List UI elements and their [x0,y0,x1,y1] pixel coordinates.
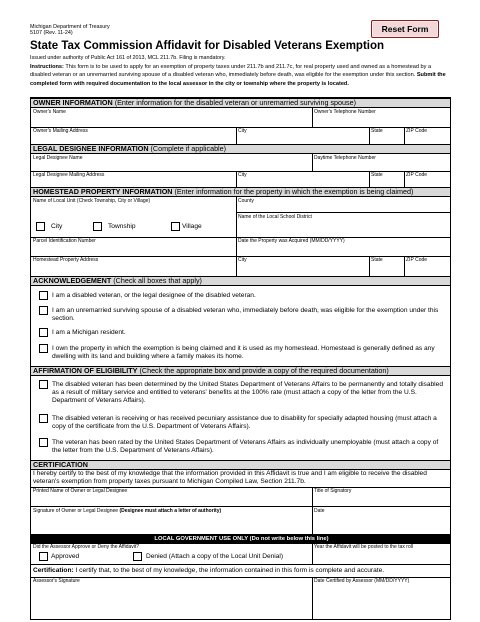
village-checkbox[interactable] [171,222,180,231]
township-option-label: Township [108,223,136,230]
ack-statement-1: I am a disabled veteran, or the legal designee of the disabled veteran. [52,292,256,299]
affidavit-form [30,97,451,620]
divider [31,564,450,565]
local-use-header: LOCAL GOVERNMENT USE ONLY (Do not write below this line) [31,534,450,544]
ack-statement-2: I am an unremarried surviving spouse of a disabled veteran who, immediately before death, was eligible for the exemption under this section. [52,307,439,323]
signature-note: (Designee must attach a letter of authority) [119,508,222,514]
agency-name: Michigan Department of Treasury [30,24,110,30]
instructions [30,63,452,88]
instructions-lead: Instructions: [30,64,64,70]
agency-block [30,24,110,36]
date-acquired-field[interactable]: Date the Property was Acquired (MM/DD/YYYY) [238,238,345,244]
divider [236,212,450,213]
approve-deny-label: Did the Assessor Approve or Deny the Affidavit? [33,544,140,550]
ack-subheading: (Check all boxes that apply) [111,276,202,285]
divider [312,108,313,128]
divider [236,127,237,145]
eligibility-heading: AFFIRMATION OF ELIGIBILITY [33,366,138,375]
certification-section-header [31,460,450,470]
eligibility-statement-2: The disabled veteran is receiving or has received pecuniary assistance due to disability for specially adapted housing (must attach a copy of the certificate from the U.S. Department of Veterans Affairs). [52,415,437,431]
county-field[interactable]: County [238,198,254,204]
assessor-cert-text: I certify that, to the best of my knowledge, the information contained in this form is complete and accurate. [73,567,385,574]
certification-heading: CERTIFICATION [33,460,88,469]
divider [236,171,237,188]
ack-statement-3: I am a Michigan resident. [52,329,126,336]
owner-name-field[interactable]: Owner's Name [33,109,66,115]
designee-state-field[interactable]: State [371,172,383,178]
ack-section-header [31,276,450,286]
homestead-section-header [31,187,450,197]
denied-label: Denied (Attach a copy of the Local Unit Denial) [146,553,284,560]
school-district-field[interactable]: Name of the Local School District [238,214,312,220]
parcel-id-field[interactable]: Parcel Identification Number [33,238,96,244]
authority-line: Issued under authority of Public Act 161 of 2013, MCL 211.7b. Filing is mandatory. [30,55,226,61]
eligibility-checkbox-2[interactable] [39,414,48,423]
divider [404,127,405,145]
homestead-zip-field[interactable]: ZIP Code [406,257,428,263]
eligibility-subheading: (Check the appropriate box and provide a copy of the required documentation) [137,366,389,375]
divider [369,171,370,188]
eligibility-section-header [31,366,450,376]
eligibility-statement-1: The disabled veteran has been determined by the United States Department of Veterans Affairs to be permanently and totally disabled as a result of military service and entitled to veterans' benefits at the 100% rate (must attach a copy of the letter from the U.S. Department of Veterans Affairs). [52,381,443,405]
ack-checkbox-4[interactable] [39,344,48,353]
instructions-bold: Submit the completed form with required documentation to the local assessor in the city or township where the property is located. [30,72,446,87]
form-number: 5107 (Rev. 11-24) [30,30,73,37]
owner-state-field[interactable]: State [371,128,383,134]
designee-phone-field[interactable]: Daytime Telephone Number [314,155,376,161]
eligibility-checkbox-3[interactable] [39,438,48,447]
title-of-signatory-field[interactable]: Title of Signatory [314,488,352,494]
village-option-label: Village [182,223,202,230]
reset-form-button[interactable]: Reset Form [371,20,439,38]
owner-subheading: (Enter information for the disabled veteran or unremarried surviving spouse) [112,98,357,107]
homestead-city-field[interactable]: City [238,257,247,263]
certification-statement: I hereby certify to the best of my knowledge that the information provided in this Affidavit is true and I am eligible to receive the disabled veteran's exemption from property taxes pursuant to Michigan Compiled Law, Section 211.7b. [33,470,427,486]
divider [236,256,237,277]
city-option-label: City [51,223,63,230]
owner-phone-field[interactable]: Owner's Telephone Number [314,109,376,115]
designee-zip-field[interactable]: ZIP Code [406,172,428,178]
eligibility-statement-3: The veteran has been rated by the United States Department of Veterans Affairs as individually unemployable (must attach a copy of the letter from the U.S. Department of Veterans Affairs). [52,439,439,455]
local-unit-label: Name of Local Unit (Check Township, City or Village) [33,198,151,204]
divider [312,487,313,535]
owner-address-field[interactable]: Owner's Mailing Address [33,128,88,134]
eligibility-checkbox-1[interactable] [39,380,48,389]
divider [312,544,313,564]
homestead-heading: HOMESTEAD PROPERTY INFORMATION [33,187,173,196]
tax-roll-year-field[interactable]: Year the Affidavit will be posted to the tax roll [314,544,413,550]
divider [312,577,313,620]
designee-subheading: (Complete if applicable) [148,144,227,153]
divider [236,237,237,257]
township-checkbox[interactable] [93,222,102,231]
homestead-address-field[interactable]: Homestead Property Address [33,257,99,263]
owner-city-field[interactable]: City [238,128,247,134]
ack-checkbox-1[interactable] [39,291,48,300]
instructions-body: This form is to be used to apply for an exemption of property taxes under 211.7b and 211.7c, for real property used and owned as a homestead by a disabled veteran or an unremarried surviving spouse of a disabled veteran who, immediately before death, was eligible for the exemption under this section. [30,64,432,79]
owner-zip-field[interactable]: ZIP Code [406,128,428,134]
designee-city-field[interactable]: City [238,172,247,178]
owner-heading: OWNER INFORMATION [33,98,113,107]
city-checkbox[interactable] [36,222,45,231]
homestead-subheading: (Enter information for the property in which the exemption is being claimed) [172,187,414,196]
assessor-date-field[interactable]: Date Certified by Assessor (MM/DD/YYYY) [314,578,410,584]
certification-date-field[interactable]: Date [314,508,325,514]
assessor-cert-lead: Certification: [33,567,74,574]
designee-name-field[interactable]: Legal Designee Name [33,155,83,161]
designee-section-header [31,144,450,154]
homestead-state-field[interactable]: State [371,257,383,263]
divider [369,256,370,277]
ack-statement-4: I own the property in which the exemption is being claimed and it is used as my homestead. Homestead is generally defined as any dwelling with its land and building where a family makes its home. [52,345,435,361]
designee-address-field[interactable]: Legal Designee Mailing Address [33,172,105,178]
divider [369,127,370,145]
ack-checkbox-2[interactable] [39,306,48,315]
designee-heading: LEGAL DESIGNEE INFORMATION [33,144,149,153]
assessor-signature-field[interactable]: Assessor's Signature [33,578,80,584]
printed-name-field[interactable]: Printed Name of Owner or Legal Designee [33,488,128,494]
approved-checkbox[interactable] [39,552,48,561]
divider [404,256,405,277]
owner-signature-field[interactable] [33,508,221,514]
assessor-certification [33,567,448,575]
divider [312,154,313,172]
signature-label: Signature of Owner or Legal Designee [33,508,120,514]
ack-checkbox-3[interactable] [39,328,48,337]
owner-section-header [31,98,450,108]
ack-heading: ACKNOWLEDGEMENT [33,276,112,285]
divider [31,506,450,507]
form-title: State Tax Commission Affidavit for Disabled Veterans Exemption [30,40,385,52]
denied-checkbox[interactable] [133,552,142,561]
divider [404,171,405,188]
approved-label: Approved [51,553,80,560]
